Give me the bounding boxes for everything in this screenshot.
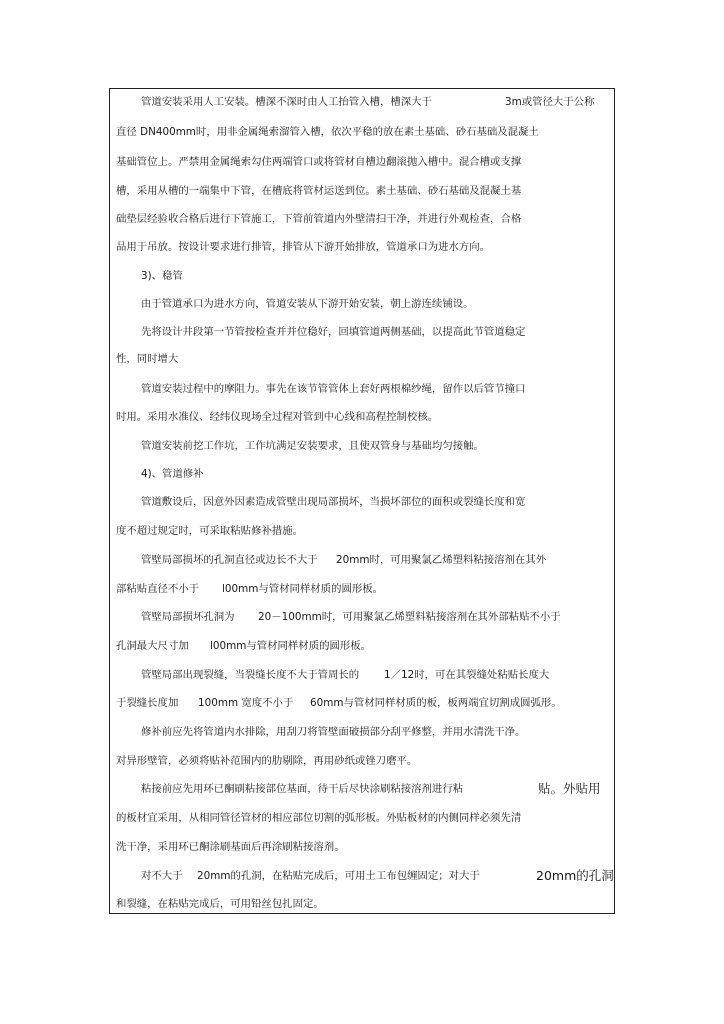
text-line: [116, 156, 521, 169]
text-segment: 20mm时，可用聚氯乙烯塑料粘接溶剂在其外: [336, 554, 547, 566]
text-line: [141, 326, 525, 339]
text-segment: 品用于吊放。按设计要求进行排管，排管从下游开始排放，管道承口为进水方向。: [116, 241, 491, 253]
text-segment: 直径 DN400mm时，用非金属绳索溜管入槽，依次平稳的放在素土基础、砂石基础及混凝土: [116, 126, 539, 138]
section-heading: [141, 468, 204, 481]
text-segment: 3m或管径大于公称: [505, 96, 595, 108]
text-segment: 的板材宜采用，从相同管径管材的相应部位切割的弧形板。外贴板材的内侧同样必须先清: [116, 812, 522, 824]
text-line: [116, 640, 189, 653]
text-line: [116, 213, 521, 226]
text-line: [116, 841, 345, 854]
text-segment: 于裂缝长度加: [116, 697, 179, 709]
text-line: [116, 898, 324, 911]
text-segment: l00mm与管材同样材质的圆形板。: [222, 583, 384, 595]
text-line: [384, 669, 549, 682]
text-segment: 对不大于: [141, 870, 183, 882]
text-line: [141, 783, 463, 796]
text-line: [116, 697, 178, 710]
text-segment: 20－100mm时，可用聚氯乙烯塑料粘接溶剂在其外部粘贴不小于: [258, 611, 561, 623]
text-line: [116, 583, 199, 596]
text-line: [538, 782, 601, 795]
text-segment: 修补前应先将管道内水排除，用刮刀将管壁面破损部分刮平修整，并用水清洗干净。: [141, 726, 526, 738]
text-line: [141, 440, 484, 453]
text-segment: 60mm与管材同样材质的板，板两端宜切割成圆弧形。: [310, 697, 562, 709]
text-segment: l00mm与管材同样材质的圆形板。: [210, 640, 372, 652]
text-segment: 3)、稳管: [141, 270, 183, 282]
text-line: [258, 611, 561, 624]
text-segment: 洗干净，采用环已酮涂刷基面后再涂刷粘接溶剂。: [116, 841, 345, 853]
text-segment: 1／12时，可在其裂缝处粘贴长度大: [384, 669, 550, 681]
text-segment: 管壁局部损坏孔洞为: [141, 611, 235, 623]
text-segment: 管壁局部出现裂缝，当裂缝长度不大于管周长的: [141, 669, 360, 681]
text-line: [116, 185, 521, 198]
text-segment: 基础管位上。严禁用金属绳索勾住两端管口或将管材自槽边翻滚抛入槽中。混合槽或支撑: [116, 156, 522, 168]
text-line: [141, 611, 235, 624]
text-segment: 和裂缝，在粘贴完成后，可用铅丝包扎固定。: [116, 898, 324, 910]
text-line: [116, 126, 539, 139]
text-segment: 管道敷设后，因意外因素造成管壁出现局部损坏，当损坏部位的面积或裂缝长度和宽: [141, 496, 526, 508]
text-segment: 20mm的孔洞，在粘贴完成后，可用土工布包缠固定；对大于: [197, 870, 480, 882]
text-segment: 槽，采用从槽的一端集中下管，在槽底将管材运送到位。素土基础、砂石基础及混凝土基: [116, 185, 522, 197]
text-segment: 20mm的孔洞: [536, 868, 614, 883]
text-line: [116, 241, 490, 254]
text-segment: 时用。采用水准仪、经纬仪现场全过程对管到中心线和高程控制校核。: [116, 411, 439, 423]
text-segment: 管道安装采用人工安装。槽深不深时由人工抬管入槽，槽深大于: [141, 96, 432, 108]
text-segment: 部粘贴直径不小于: [116, 583, 200, 595]
text-line: [116, 812, 521, 825]
text-line: [198, 697, 293, 710]
text-segment: 100mm 宽度不小于: [198, 697, 294, 709]
text-segment: 贴。外贴用: [538, 781, 601, 796]
text-line: [310, 697, 562, 710]
text-line: [116, 411, 438, 424]
text-line: [141, 383, 525, 396]
text-line: [222, 583, 383, 596]
text-line: [141, 298, 474, 311]
section-heading: [141, 270, 183, 283]
text-segment: 度不超过规定时，可采取粘贴修补措施。: [116, 525, 304, 537]
text-line: [141, 496, 525, 509]
text-line: [116, 353, 178, 366]
text-line: [116, 755, 417, 768]
text-line: [141, 554, 318, 567]
text-line: [336, 554, 546, 567]
text-segment: 性，同时增大: [116, 353, 179, 365]
text-segment: 先将设计井段第一节管按检查并并位稳好，回填管道两侧基础，以提高此节管道稳定: [141, 326, 526, 338]
text-segment: 础垫层经验收合格后进行下管施工，下管前管道内外壁清扫干净，并进行外观检查，合格: [116, 213, 522, 225]
text-line: [536, 869, 614, 882]
text-line: [141, 669, 359, 682]
text-segment: 管壁局部损坏的孔洞直径或边长不大于: [141, 554, 318, 566]
text-segment: 4)、管道修补: [141, 468, 204, 480]
text-line: [116, 525, 303, 538]
text-segment: 粘接前应先用环已酮刷粘接部位基面，待干后尽快涂刷粘接溶剂进行粘: [141, 783, 464, 795]
text-segment: 由于管道承口为进水方向，管道安装从下游开始安装，朝上游连续铺设。: [141, 298, 474, 310]
text-line: [141, 726, 525, 739]
text-segment: 管道安装前挖工作坑，工作坑满足安装要求，且使双管身与基础均匀接触。: [141, 440, 484, 452]
text-segment: 管道安装过程中的摩阻力。事先在该节管管体上套好两根棉纱绳，留作以后管节撞口: [141, 383, 526, 395]
text-line: [141, 870, 183, 883]
text-line: [141, 96, 432, 109]
text-segment: 对异形壁管，必须将贴补范围内的肋剔除，再用砂纸或锉刀磨平。: [116, 755, 418, 767]
text-line: [505, 96, 594, 109]
text-segment: 孔洞最大尺寸加: [116, 640, 189, 652]
text-line: [210, 640, 371, 653]
text-line: [197, 870, 480, 883]
